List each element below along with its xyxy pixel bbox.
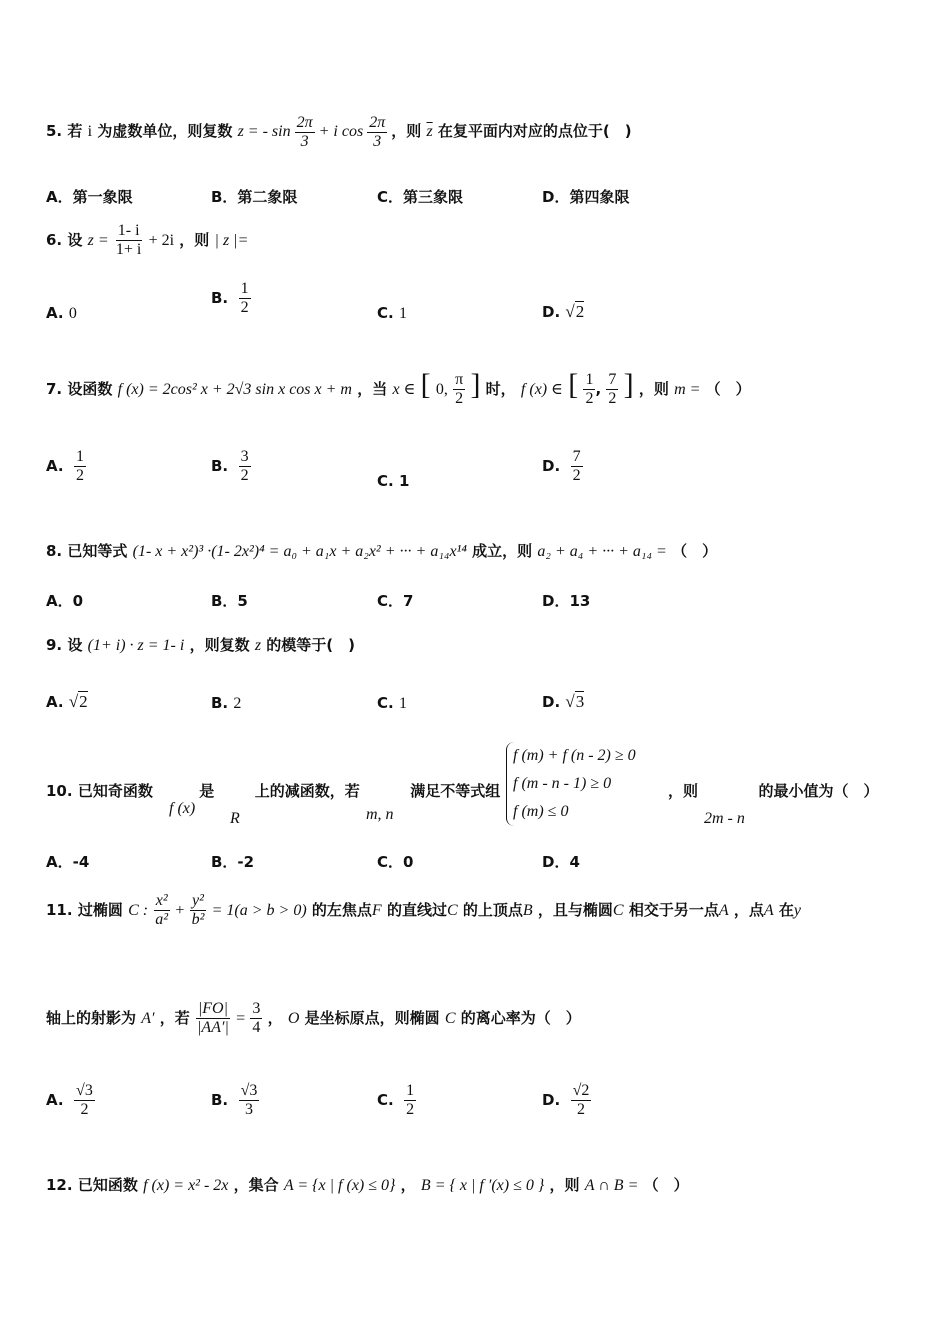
option-d: D．13 xyxy=(542,592,591,610)
question-number: 12. xyxy=(46,1176,73,1194)
question-number: 6. xyxy=(46,231,63,249)
option-b: B. $\frac{1}{2}$ xyxy=(211,280,249,316)
option-c: C. 1 xyxy=(377,304,407,322)
question-10: 10. 已知奇函数 是 上的减函数，若 满足不等式组 xyxy=(46,782,501,800)
option-a: A．第一象限 xyxy=(46,188,133,206)
question-11: 11. 过椭圆 C : $\frac{\text{x²}}{\text{a²}}$ + $\frac{\text{y²}}{\text{b²}}$ = 1(a > b > 0) 的左焦点F 的直线过C 的上顶点B ，且与椭圆C 相交于另一点A ，点A 在y xyxy=(46,892,801,928)
option-c: C. 1 xyxy=(377,694,407,712)
option-a: A．0 xyxy=(46,592,84,610)
option-b: B. $\frac{√3}{3}$ xyxy=(211,1082,258,1118)
question-number: 5. xyxy=(46,122,63,141)
option-d: D. √3 xyxy=(542,692,585,711)
question-number: 7. xyxy=(46,380,63,398)
option-d: D. √2 xyxy=(542,302,585,321)
option-a: A. 0 xyxy=(46,304,77,322)
question-number: 10. xyxy=(46,782,73,800)
question-11-line-2: 轴上的射影为 A′ ，若 $\frac{|FO|}{|AA'|}$ = $\frac{3}{4}$ ， O 是坐标原点，则椭圆 C 的离心率为（ ） xyxy=(46,1000,581,1036)
option-c: C. $\frac{1}{2}$ xyxy=(377,1082,415,1118)
option-d: D．4 xyxy=(542,853,580,871)
option-a: A. √2 xyxy=(46,692,88,711)
option-d: D. $\frac{7}{2}$ xyxy=(542,448,581,484)
option-c: C．0 xyxy=(377,853,414,871)
option-a: A. $\frac{√3}{2}$ xyxy=(46,1082,93,1118)
question-number: 9. xyxy=(46,636,63,654)
option-d: D. $\frac{√2}{2}$ xyxy=(542,1082,590,1118)
option-c: C．7 xyxy=(377,592,414,610)
option-c: C．第三象限 xyxy=(377,188,464,206)
option-d: D．第四象限 xyxy=(542,188,630,206)
question-8: 8. 已知等式 (1- x + x²)³ ·(1- 2x²)⁴ = a₀ + a₁x + a₂x² + ··· + a₁₄x¹⁴ 成立，则 a₂ + a₄ + ··· + a₁₄ = （ ） xyxy=(46,542,718,560)
question-number: 8. xyxy=(46,542,63,560)
option-b: B. 2 xyxy=(211,694,242,712)
question-7: 7. 设函数 f (x) = 2cos² x + 2√3 sin x cos x + m ，当 x ∈ [ 0, $\frac{\pi}{2}$ ] 时， f (x) ∈ [ $\frac{1}{2}$ , $\frac{7}{2}$ ] ，则 m = （ ） xyxy=(46,368,751,407)
function-expression: f (x) = 2cos² x + 2√3 sin x cos x + m xyxy=(117,381,352,398)
option-c: C. 1 xyxy=(377,472,410,490)
option-b: B. $\frac{3}{2}$ xyxy=(211,448,249,484)
question-number: 11. xyxy=(46,901,73,919)
option-b: B．-2 xyxy=(211,853,255,871)
option-b: B．5 xyxy=(211,592,248,610)
identity-expression: (1- x + x²)³ ·(1- 2x²)⁴ = a₀ + a₁x + a₂x² + ··· + a₁₄x¹⁴ xyxy=(132,543,467,560)
option-a: A．-4 xyxy=(46,853,90,871)
option-a: A. $\frac{1}{2}$ xyxy=(46,448,85,484)
question-5: 5. 若 i 为虚数单位，则复数 z = - sin $\frac{2\pi}{3}$ + i cos $\frac{2\pi}{3}$ ，则 $\overline{z}$ 在复平面内对应的点位于( ) xyxy=(46,114,632,150)
question-9: 9. 设 (1+ i) · z = 1- i ，则复数 z 的模等于( ) xyxy=(46,636,355,654)
complex-expression: z = - sin $\frac{2\pi}{3}$ + i cos $\frac{2\pi}{3}$ xyxy=(237,114,386,150)
inequality-system: f (m) + f (n - 2) ≥ 0 f (m - n - 1) ≥ 0 f (m) ≤ 0 xyxy=(506,742,636,826)
option-b: B．第二象限 xyxy=(211,188,298,206)
question-12: 12. 已知函数 f (x) = x² - 2x ，集合 A = {x | f (x) ≤ 0} ， B = { x | f ′(x) ≤ 0 } ，则 A ∩ B = （ ） xyxy=(46,1176,689,1194)
question-6: 6. 设 z = $\frac{1- i}{1+ i}$ + 2i ，则 | z |= xyxy=(46,222,249,258)
